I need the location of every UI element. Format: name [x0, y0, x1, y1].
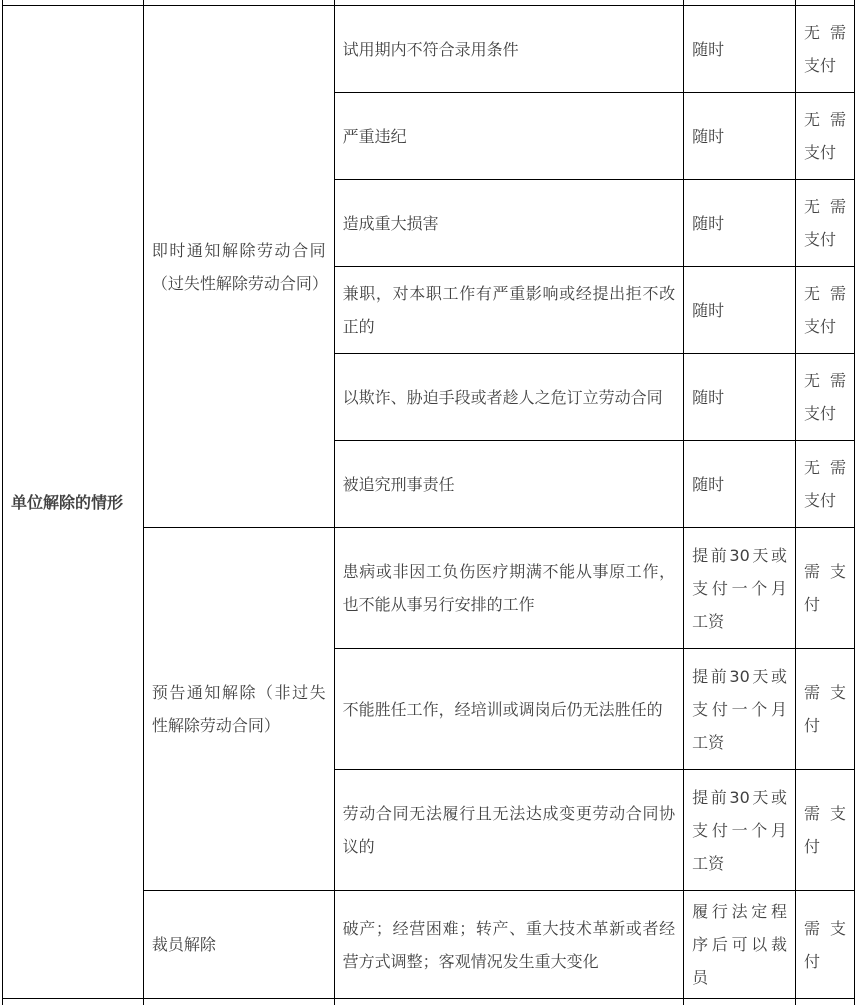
timing-cell: 随时 — [684, 93, 796, 180]
situation-cell: 严重违纪 — [334, 93, 684, 180]
timing-cell: 随时 — [684, 441, 796, 528]
situation-cell: 破产；经营困难；转产、重大技术革新或者经营方式调整；客观情况发生重大变化 — [334, 891, 684, 999]
timing-cell: 随时 — [684, 6, 796, 93]
empty-cell — [796, 999, 855, 1005]
payment-cell: 无需支付 — [796, 267, 855, 354]
empty-cell — [334, 999, 684, 1005]
situation-cell: 患病或非因工负伤医疗期满不能从事原工作，也不能从事另行安排的工作 — [334, 528, 684, 649]
payment-cell: 无需支付 — [796, 180, 855, 267]
situation-cell: 被追究刑事责任 — [334, 441, 684, 528]
situation-cell: 兼职，对本职工作有严重影响或经提出拒不改正的 — [334, 267, 684, 354]
payment-cell: 需支付 — [796, 649, 855, 770]
type-cell-layoff: 裁员解除 — [143, 891, 334, 999]
timing-cell: 提前30天或支付一个月工资 — [684, 528, 796, 649]
timing-cell: 履行法定程序后可以裁员 — [684, 891, 796, 999]
situation-cell: 试用期内不符合录用条件 — [334, 6, 684, 93]
termination-table — [2, 0, 855, 1005]
timing-cell: 提前30天或支付一个月工资 — [684, 770, 796, 891]
payment-cell: 无需支付 — [796, 6, 855, 93]
payment-cell: 无需支付 — [796, 441, 855, 528]
type-cell-immediate: 即时通知解除劳动合同（过失性解除劳动合同） — [143, 6, 334, 528]
table-row-partial-bottom — [3, 999, 855, 1005]
situation-cell: 以欺诈、胁迫手段或者趁人之危订立劳动合同 — [334, 354, 684, 441]
category-cell: 单位解除的情形 — [3, 6, 144, 999]
table-row — [3, 6, 855, 93]
empty-cell — [3, 999, 144, 1005]
timing-cell: 随时 — [684, 354, 796, 441]
payment-cell: 无需支付 — [796, 354, 855, 441]
situation-cell: 不能胜任工作，经培训或调岗后仍无法胜任的 — [334, 649, 684, 770]
payment-cell: 需支付 — [796, 528, 855, 649]
payment-cell: 无需支付 — [796, 93, 855, 180]
payment-cell: 需支付 — [796, 891, 855, 999]
situation-cell: 造成重大损害 — [334, 180, 684, 267]
payment-cell: 需支付 — [796, 770, 855, 891]
timing-cell: 随时 — [684, 267, 796, 354]
type-cell-advance-notice: 预告通知解除（非过失性解除劳动合同） — [143, 528, 334, 891]
empty-cell — [143, 999, 334, 1005]
empty-cell — [684, 999, 796, 1005]
timing-cell: 随时 — [684, 180, 796, 267]
timing-cell: 提前30天或支付一个月工资 — [684, 649, 796, 770]
situation-cell: 劳动合同无法履行且无法达成变更劳动合同协议的 — [334, 770, 684, 891]
